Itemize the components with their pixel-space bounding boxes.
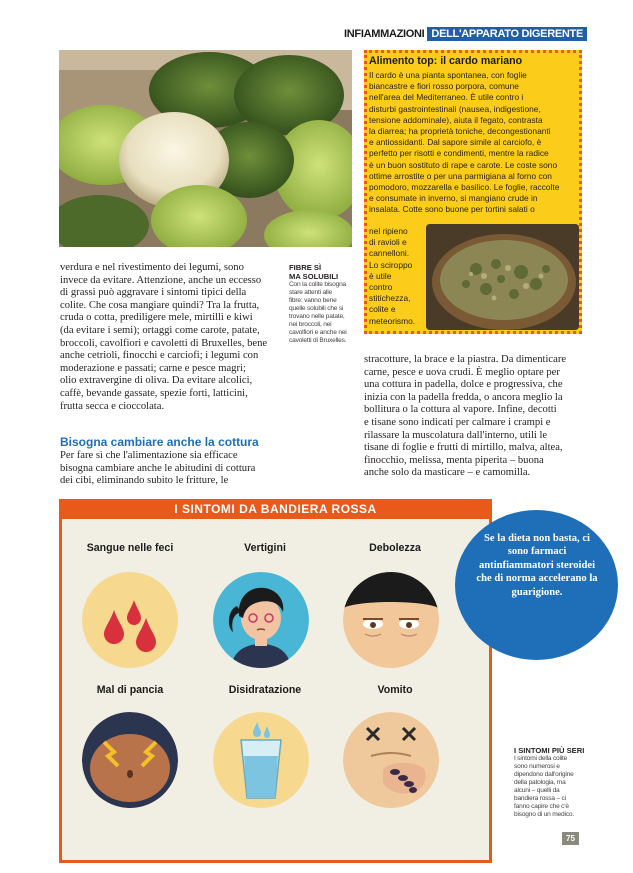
text-line: finocchio, melissa, menta piperita – buona (364, 454, 544, 466)
box-line: colite e (369, 304, 396, 315)
left-column (60, 262, 296, 413)
box-line: è un buon sostituto di rape e carote. Le coste sono (369, 159, 558, 170)
box-line: stitichezza, (369, 293, 411, 304)
note-line: bandiera rossa – ci (514, 795, 566, 802)
feature-box-title: Alimento top: il cardo mariano (369, 55, 523, 67)
box-line: è utile (369, 270, 392, 281)
box-line: insalata. Cotte sono buone per tortini salati o (369, 204, 535, 215)
side-note-sintomi (514, 746, 586, 819)
box-line: disturbi gastrointestinali (nausea, indigestione, (369, 103, 541, 114)
water-glass-icon (213, 712, 309, 808)
note-line: quelle solubili che si (289, 305, 344, 312)
box-line: ottime arrostite o per una parmigiana al forno con (369, 170, 552, 181)
dried-herbs-photo (426, 224, 579, 330)
note-line: I sintomi della colite (514, 755, 568, 762)
note-line: dipendono dall'origine (514, 771, 574, 778)
callout-bubble (455, 510, 618, 660)
text-line: carne, pesce e uova crudi. È meglio optare per (364, 366, 560, 378)
text-line: colite. Che cosa mangiare quindi? Tra la frutta, (60, 299, 260, 311)
text-line: moderazione e passati; carne e pesce magri; (60, 362, 246, 374)
box-line: Lo sciroppo (369, 259, 413, 270)
symptom-label: Debolezza (369, 542, 421, 554)
section-kicker (344, 27, 587, 41)
text-line: (da evitare i semi); ortaggi come carote, patate, (60, 324, 260, 336)
text-line: dei cibi, eliminando subito le fritture, le (60, 475, 229, 487)
text-line: caffè, bevande gassate, spezie forti, latticini, (60, 387, 248, 399)
note-line: alcuni – quelli da (514, 787, 560, 794)
kicker-part1: INFIAMMAZIONI (344, 28, 425, 40)
text-line: anche solo da masticare – e camomilla. (364, 467, 531, 479)
box-line: e antiossidanti. Dal sapore simile al carciofo, è (369, 137, 542, 148)
callout-text: Se la dieta non basta, ci sono farmaci antinfiammatori steroidei che di norma accelerano la guarigione. (476, 533, 598, 598)
red-flag-title: I SINTOMI DA BANDIERA ROSSA (174, 502, 377, 516)
text-line: una cottura in padella, dolce e progressiva, che (364, 379, 563, 391)
note-title: FIBRE SÌ (289, 263, 322, 272)
box-line: contro (369, 282, 393, 293)
box-line: Il cardo è una pianta spontanea, con foglie (369, 70, 527, 80)
note-line: stare attenti alle (289, 289, 332, 296)
dried-herbs-illustration (426, 224, 579, 330)
note-line: nei broccoli, nei (289, 321, 332, 328)
box-line: di ravioli e (369, 237, 407, 248)
right-column (364, 354, 586, 480)
box-line: nell'area del Mediterraneo. È utile contro i (369, 92, 524, 103)
symptom-label: Vomito (377, 684, 413, 696)
symptom-label: Vertigini (244, 542, 286, 554)
tired-eyes-icon (343, 572, 439, 668)
blood-drops-icon (82, 572, 178, 668)
feature-box-body-narrow (369, 226, 425, 327)
box-line: perfetto per risotti e condimenti, mentre la radice (369, 148, 549, 159)
side-note-fibre (289, 263, 355, 345)
note-line: sono numerosi e (514, 763, 560, 770)
vegetables-illustration (59, 50, 352, 247)
note-line: cavolfiori e anche nei (289, 329, 347, 336)
box-line: la diarrea; ha proprietà toniche, decongestionanti (369, 126, 551, 137)
section-subhead: Bisogna cambiare anche la cottura (60, 435, 259, 449)
note-title: I SINTOMI PIÙ SERI (514, 746, 585, 755)
box-line: nel ripieno (369, 226, 408, 236)
note-line: cavoletti di Bruxelles. (289, 337, 347, 344)
left-column-cont (60, 450, 296, 488)
text-line: invece da evitare. Attenzione, anche un eccesso (60, 274, 262, 286)
text-line: Per fare sì che l'alimentazione sia efficace (60, 450, 238, 461)
symptom-label: Mal di pancia (96, 684, 164, 696)
text-line: stracotture, la brace e la piastra. Da dimenticare (364, 354, 567, 365)
text-line: bollitura o la cottura al vapore. Infine, decotti (364, 404, 557, 416)
box-line: cannelloni. (369, 248, 410, 259)
kicker-part2: DELL'APPARATO DIGERENTE (427, 27, 587, 41)
dizzy-woman-icon (213, 572, 309, 668)
box-line: pomodoro, mozzarella e basilico. Le foglie, raccolte (369, 182, 560, 193)
text-line: olio extravergine di oliva. Da evitare alcolici, (60, 375, 253, 387)
text-line: di grassi può aggravare i sintomi tipici della (60, 287, 247, 299)
belly-pain-icon (82, 712, 178, 808)
box-line: meteorismo. (369, 315, 416, 326)
note-line: Con la colite bisogna (289, 281, 347, 288)
feature-box-body (369, 70, 579, 216)
note-title: MA SOLUBILI (289, 272, 339, 281)
text-line: verdura e nel rivestimento dei legumi, sono (60, 262, 244, 273)
note-line: fanno capire che c'è (514, 803, 569, 810)
note-line: fibre: vanno bene (289, 297, 337, 304)
symptom-label: Sangue nelle feci (86, 542, 174, 554)
text-line: inizia con la padella fredda, o ancora meglio la (364, 391, 563, 403)
note-line: trovano nelle patate, (289, 313, 345, 320)
text-line: frutta secca e cioccolata. (60, 400, 165, 412)
vegetables-photo (59, 50, 352, 247)
text-line: broccoli, cavolfiori e cavoletti di Bruxelles, bene (60, 337, 268, 349)
note-line: della patologia, ma (514, 779, 566, 786)
note-line: bisogno di un medico. (514, 811, 574, 818)
text-line: cruda o cotta, prediligere mele, mirtilli e kiwi (60, 312, 253, 324)
box-line: e consumate in inverno, si mangiano crude in (369, 193, 538, 204)
text-line: bisogna cambiare anche le abitudini di cottura (60, 462, 256, 474)
text-line: anche cetrioli, finocchi e carciofi; i legumi con (60, 350, 259, 362)
text-line: e tisane sono indicati per calmare i crampi e (364, 416, 551, 428)
text-line: rilassare la muscolatura dall'interno, utili le (364, 429, 548, 441)
nausea-face-icon (343, 712, 439, 808)
box-line: tensione addominale), aiuta il fegato, contrasta (369, 114, 543, 125)
box-line: biancastre e fiori rosso porpora, comune (369, 81, 519, 92)
text-line: tisane di foglie e frutti di mirtillo, malva, altea, (364, 442, 563, 454)
symptom-label: Disidratazione (228, 684, 302, 696)
page-number: 75 (562, 832, 579, 845)
